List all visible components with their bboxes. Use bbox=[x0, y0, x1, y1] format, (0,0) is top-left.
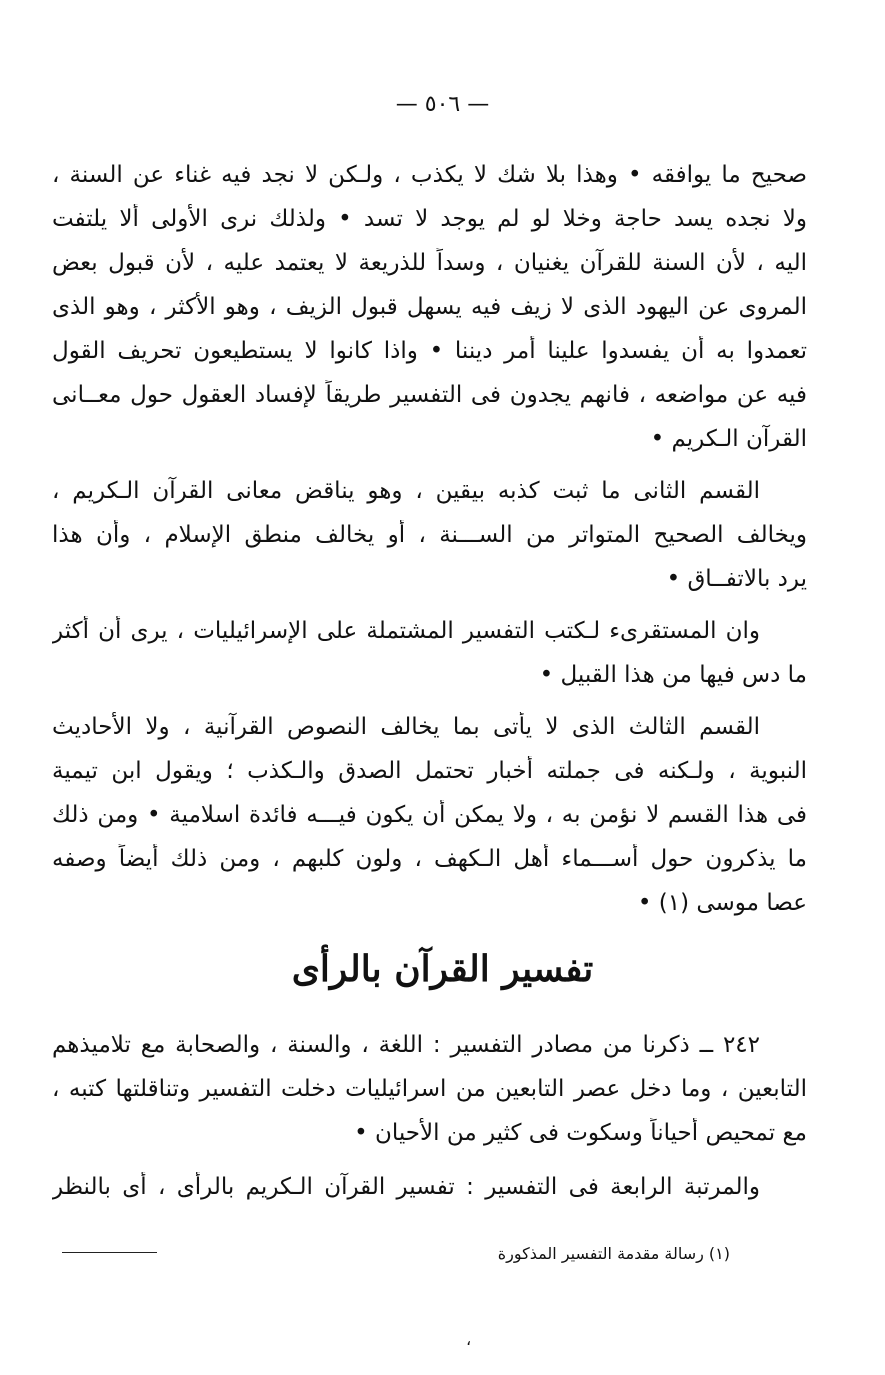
text-line: القسم الثالث الذى لا يأتى بما يخالف النصوص القرآنية ، ولا الأحاديث bbox=[52, 714, 760, 740]
text-line: يرد بالاتفــاق • bbox=[666, 566, 807, 592]
text-line: مع تمحيص أحياناً وسكوت فى كثير من الأحيان • bbox=[354, 1120, 807, 1146]
text-line: اليه ، لأن السنة للقرآن يغنيان ، وسداً للذريعة لا يعتمد عليه ، لأن قبول بعض bbox=[52, 250, 807, 276]
text-line: النبوية ، ولـكنه فى جملته أخبار تحتمل الصدق والـكذب ؛ ويقول ابن تيمية bbox=[52, 758, 807, 784]
section-heading: تفسير القرآن بالرأى bbox=[291, 948, 594, 990]
text-line: عصا موسى (١) • bbox=[637, 890, 807, 916]
text-line: القرآن الـكريم • bbox=[650, 426, 807, 452]
footnote: (١) رسالة مقدمة التفسير المذكورة bbox=[497, 1244, 730, 1263]
text-line: صحيح ما يوافقه • وهذا بلا شك لا يكذب ، ولـكن لا نجد فيه غناء عن السنة ، bbox=[52, 162, 807, 188]
text-line: ويخالف الصحيح المتواتر من الســـنة ، أو يخالف منطق الإسلام ، وأن هذا bbox=[52, 522, 807, 548]
text-line: فى هذا القسم لا نؤمن به ، ولا يمكن أن يكون فيـــه فائدة اسلامية • ومن ذلك bbox=[52, 802, 807, 828]
text-line: ما دس فيها من هذا القبيل • bbox=[539, 662, 807, 688]
text-line: القسم الثانى ما ثبت كذبه بيقين ، وهو يناقض معانى القرآن الـكريم ، bbox=[52, 478, 760, 504]
text-line: وان المستقرىء لـكتب التفسير المشتملة على الإسرائيليات ، يرى أن أكثر bbox=[52, 618, 760, 644]
text-line: ٢٤٢ ــ ذكرنا من مصادر التفسير : اللغة ، والسنة ، والصحابة مع تلاميذهم bbox=[52, 1032, 760, 1058]
footnote-separator bbox=[62, 1252, 157, 1253]
text-line: فيه عن مواضعه ، فانهم يجدون فى التفسير طريقاً لإفساد العقول حول معــانى bbox=[52, 382, 807, 408]
text-line: ولا نجده يسد حاجة وخلا لو لم يوجد لا تسد • ولذلك نرى الأولى ألا يلتفت bbox=[52, 206, 807, 232]
text-line: المروى عن اليهود الذى لا زيف فيه يسهل قبول الزيف ، وهو الأكثر ، وهو الذى bbox=[52, 294, 807, 320]
page-number: — ٥٠٦ — bbox=[395, 92, 490, 117]
text-line: والمرتبة الرابعة فى التفسير : تفسير القرآن الـكريم بالرأى ، أى بالنظر bbox=[52, 1174, 760, 1200]
text-line: التابعين ، وما دخل عصر التابعين من اسرائيليات دخلت التفسير وتناقلتها كتبه ، bbox=[52, 1076, 807, 1102]
text-line: ما يذكرون حول أســـماء أهل الـكهف ، ولون كلبهم ، ومن ذلك أيضاً وصفه bbox=[52, 846, 807, 872]
stray-mark: ، bbox=[466, 1330, 472, 1349]
text-line: تعمدوا به أن يفسدوا علينا أمر ديننا • واذا كانوا لا يستطيعون تحريف القول bbox=[52, 338, 807, 364]
